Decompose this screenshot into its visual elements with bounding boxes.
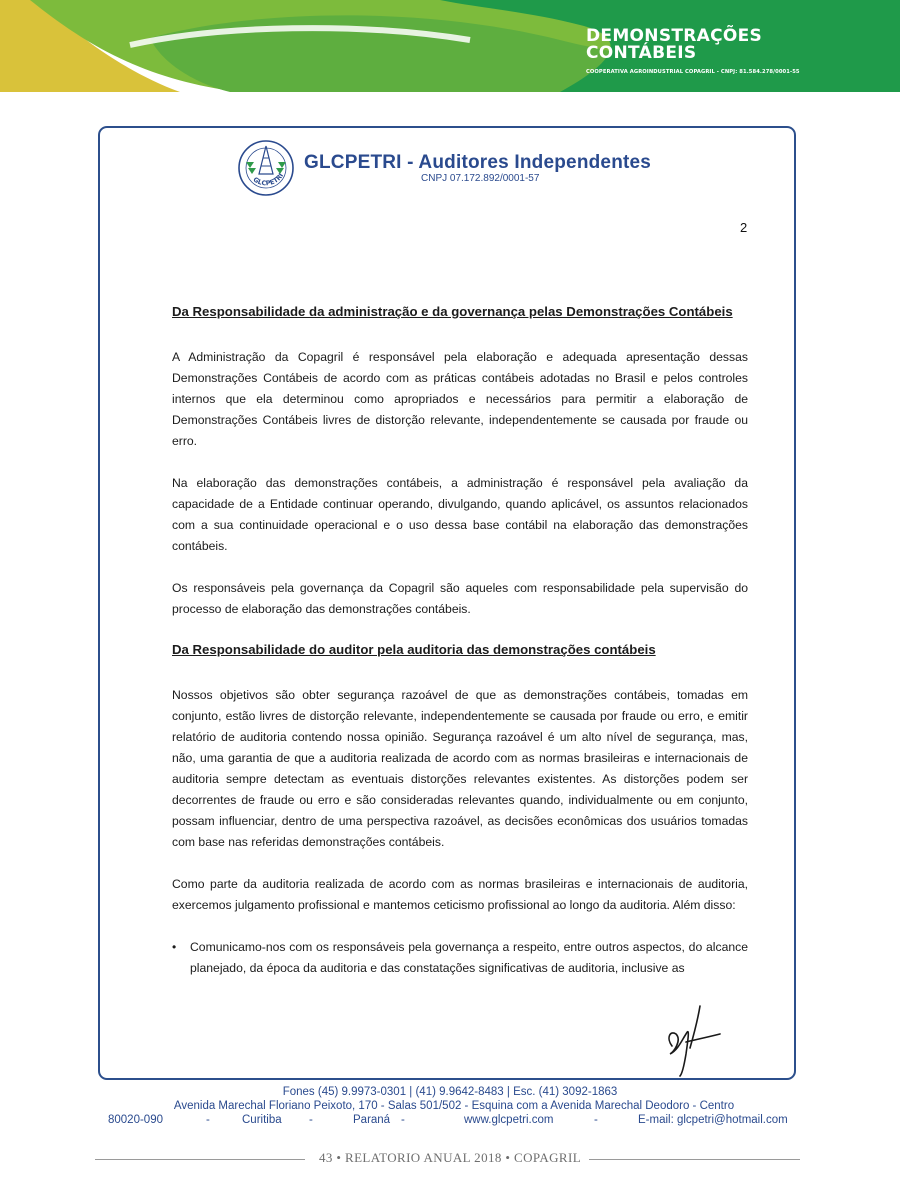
logo-text: GLCPETRI bbox=[251, 171, 286, 188]
paragraph: Como parte da auditoria realizada de acordo com as normas brasileiras e internacionais de auditoria, exercemos julgamento profissional e mantemos ceticismo profissional ao longo da auditoria. Além disso: bbox=[172, 877, 748, 912]
handwritten-signature bbox=[660, 1004, 750, 1080]
footer-sep: - bbox=[594, 1114, 598, 1126]
letter-page-number: 2 bbox=[740, 220, 748, 235]
paragraph: A Administração da Copagril é responsável pela elaboração e adequada apresentação dessas Demonstrações Contábeis de acordo com as práticas contábeis adotadas no Brasil e pelos controles internos que ela determinou como apropriados e necessários para permitir a elaboração de Demonstrações Contábeis livres de distorção relevante, independentemente se causada por fraude ou erro. bbox=[172, 350, 748, 448]
bullet-text: Comunicamo-nos com os responsáveis pela governança a respeito, entre outros aspectos, do alcance planejado, da época da auditoria e das constatações significativas de auditoria, inclusive as bbox=[190, 940, 748, 975]
firm-name: GLCPETRI - Auditores Independentes bbox=[304, 152, 652, 173]
footer-state: Paraná bbox=[353, 1114, 391, 1126]
banner-title-line1: DEMONSTRAÇÕES bbox=[586, 26, 763, 46]
banner-title bbox=[586, 28, 762, 62]
paragraph: Nossos objetivos são obter segurança razoável de que as demonstrações contábeis, tomadas em conjunto, estão livres de distorção relevante, independentemente se causada por fraude ou erro, e emitir relatório de auditoria contendo nossa opinião. Segurança razoável é um alto nível de segurança, mas, não, uma garantia de que a auditoria realizada de acordo com as normas brasileiras e internacionais de auditoria sempre detectam as eventuais distorções relevantes existentes. As distorções podem ser decorrentes de fraude ou erro e são consideradas relevantes quando, individualmente ou em conjunto, possam influenciar, dentro de uma perspectiva razoável, as decisões econômicas dos usuários tomadas com base nas referidas demonstrações contábeis. bbox=[172, 688, 748, 849]
footer-address: Avenida Marechal Floriano Peixoto, 170 - Salas 501/502 - Esquina com a Avenida Marechal Deodoro - Centro bbox=[173, 1100, 735, 1112]
page-footer-text: 43 • RELATORIO ANUAL 2018 • COPAGRIL bbox=[311, 1150, 589, 1165]
footer-sep: - bbox=[309, 1114, 313, 1126]
banner-graphic bbox=[0, 0, 900, 92]
page-footer-text-wrap bbox=[0, 1150, 900, 1166]
bullet-icon: • bbox=[172, 940, 177, 954]
footer-email[interactable]: E-mail: glcpetri@hotmail.com bbox=[638, 1114, 788, 1126]
letter-body bbox=[172, 303, 748, 979]
section-heading-management: Da Responsabilidade da administração e da governança pelas Demonstrações Contábeis bbox=[172, 304, 733, 319]
banner-subtitle: COOPERATIVA AGROINDUSTRIAL COPAGRIL - CNPJ: 81.584.278/0001-55 bbox=[586, 69, 800, 75]
footer-cep: 80020-090 bbox=[108, 1114, 163, 1126]
banner-title-line2: CONTÁBEIS bbox=[586, 43, 697, 63]
footer-sep: - bbox=[206, 1114, 210, 1126]
auditor-logo-icon bbox=[236, 138, 296, 198]
footer-sep: - bbox=[401, 1114, 405, 1126]
bullet-item bbox=[172, 937, 748, 979]
paragraph: Os responsáveis pela governança da Copagril são aqueles com responsabilidade pela supervisão do processo de elaboração das demonstrações contábeis. bbox=[172, 581, 748, 616]
firm-cnpj: CNPJ 07.172.892/0001-57 bbox=[421, 173, 540, 184]
page-footer bbox=[0, 1150, 900, 1170]
footer-website[interactable]: www.glcpetri.com bbox=[464, 1114, 554, 1126]
section-heading-auditor: Da Responsabilidade do auditor pela auditoria das demonstrações contábeis bbox=[172, 642, 656, 657]
footer-city: Curitiba bbox=[242, 1114, 282, 1126]
header-banner bbox=[0, 0, 900, 92]
footer-phones: Fones (45) 9.9973-0301 | (41) 9.9642-8483 | Esc. (41) 3092-1863 bbox=[282, 1086, 618, 1098]
paragraph: Na elaboração das demonstrações contábeis, a administração é responsável pela avaliação da capacidade de a Entidade continuar operando, divulgando, quando aplicável, os assuntos relacionados com a sua continuidade operacional e o uso dessa base contábil na elaboração das demonstrações contábeis. bbox=[172, 476, 748, 553]
